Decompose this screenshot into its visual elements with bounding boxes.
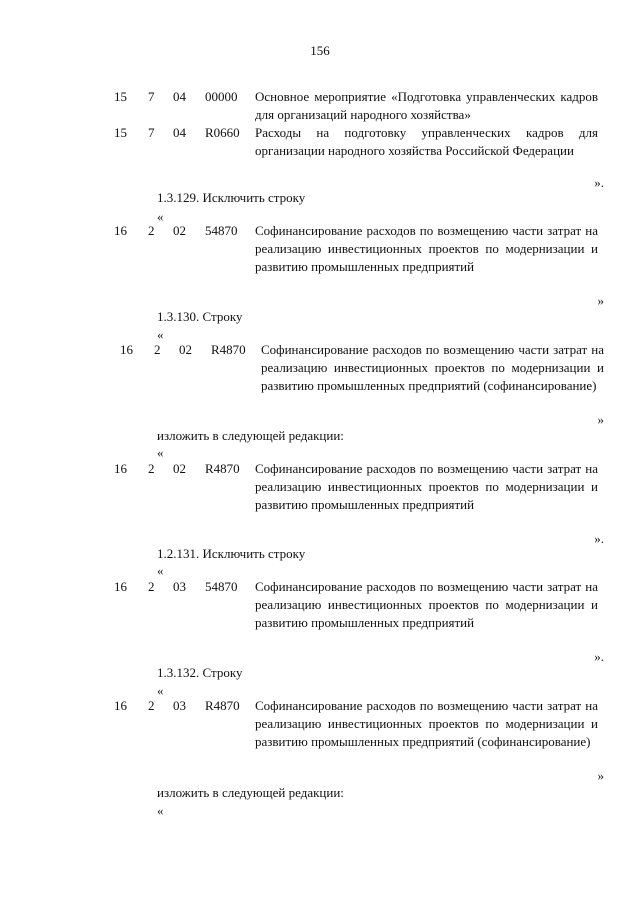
instruction-line: изложить в следующей редакции: [157, 785, 344, 800]
row-code-3: 03 [173, 579, 186, 594]
row-code-3: 02 [173, 461, 186, 476]
row-code-1: 16 [120, 342, 133, 357]
row-code-1: 16 [114, 223, 127, 238]
row-code-4: R4870 [205, 461, 240, 476]
row-code-3: 03 [173, 698, 186, 713]
instruction-line: изложить в следующей редакции: [157, 428, 344, 443]
row-code-2: 2 [148, 461, 155, 476]
row-code-2: 2 [148, 223, 155, 238]
row-code-4: R0660 [205, 125, 240, 140]
row-code-2: 2 [148, 579, 155, 594]
row-description: Софинансирование расходов по возмещению части затрат на реализацию инвестиционных проектов по модернизации и развитию промышленных предприятий [255, 461, 598, 512]
instruction-line: 1.3.130. Строку [157, 309, 243, 324]
row-code-1: 15 [114, 125, 127, 140]
instruction-line: 1.3.132. Строку [157, 665, 243, 680]
row-description: Софинансирование расходов по возмещению части затрат на реализацию инвестиционных проектов по модернизации и развитию промышленных предприятий [255, 223, 598, 274]
row-code-1: 16 [114, 579, 127, 594]
opening-quote: « [157, 683, 164, 698]
row-code-2: 2 [148, 698, 155, 713]
row-code-2: 7 [148, 125, 155, 140]
opening-quote: « [157, 327, 164, 342]
closing-quote: ». [594, 649, 604, 664]
closing-quote: » [597, 293, 604, 308]
row-code-4: 54870 [205, 579, 238, 594]
opening-quote: « [157, 563, 164, 578]
row-code-4: R4870 [211, 342, 246, 357]
row-code-3: 04 [173, 125, 186, 140]
opening-quote: « [157, 803, 164, 818]
opening-quote: « [157, 445, 164, 460]
row-description: Софинансирование расходов по возмещению части затрат на реализацию инвестиционных проектов по модернизации и развитию промышленных предприятий (софинансирование) [255, 698, 598, 749]
opening-quote: « [157, 209, 164, 224]
row-code-1: 16 [114, 698, 127, 713]
instruction-line: 1.3.129. Исключить строку [157, 190, 306, 205]
row-code-1: 16 [114, 461, 127, 476]
closing-quote: ». [594, 175, 604, 190]
row-code-3: 02 [173, 223, 186, 238]
closing-quote: » [597, 768, 604, 783]
closing-quote: » [597, 412, 604, 427]
row-description: Расходы на подготовку управленческих кадров для организации народного хозяйства Российской Федерации [255, 125, 598, 158]
row-code-3: 04 [173, 89, 186, 104]
row-code-2: 7 [148, 89, 155, 104]
instruction-line: 1.2.131. Исключить строку [157, 546, 306, 561]
row-description: Основное мероприятие «Подготовка управленческих кадров для организаций народного хозяйства» [255, 89, 598, 122]
row-code-1: 15 [114, 89, 127, 104]
row-code-4: 54870 [205, 223, 238, 238]
row-code-4: R4870 [205, 698, 240, 713]
row-description: Софинансирование расходов по возмещению части затрат на реализацию инвестиционных проектов по модернизации и развитию промышленных предприятий (софинансирование) [261, 342, 604, 393]
page-number: 156 [310, 43, 330, 58]
row-description: Софинансирование расходов по возмещению части затрат на реализацию инвестиционных проектов по модернизации и развитию промышленных предприятий [255, 579, 598, 630]
closing-quote: ». [594, 531, 604, 546]
row-code-3: 02 [179, 342, 192, 357]
row-code-2: 2 [154, 342, 161, 357]
row-code-4: 00000 [205, 89, 238, 104]
